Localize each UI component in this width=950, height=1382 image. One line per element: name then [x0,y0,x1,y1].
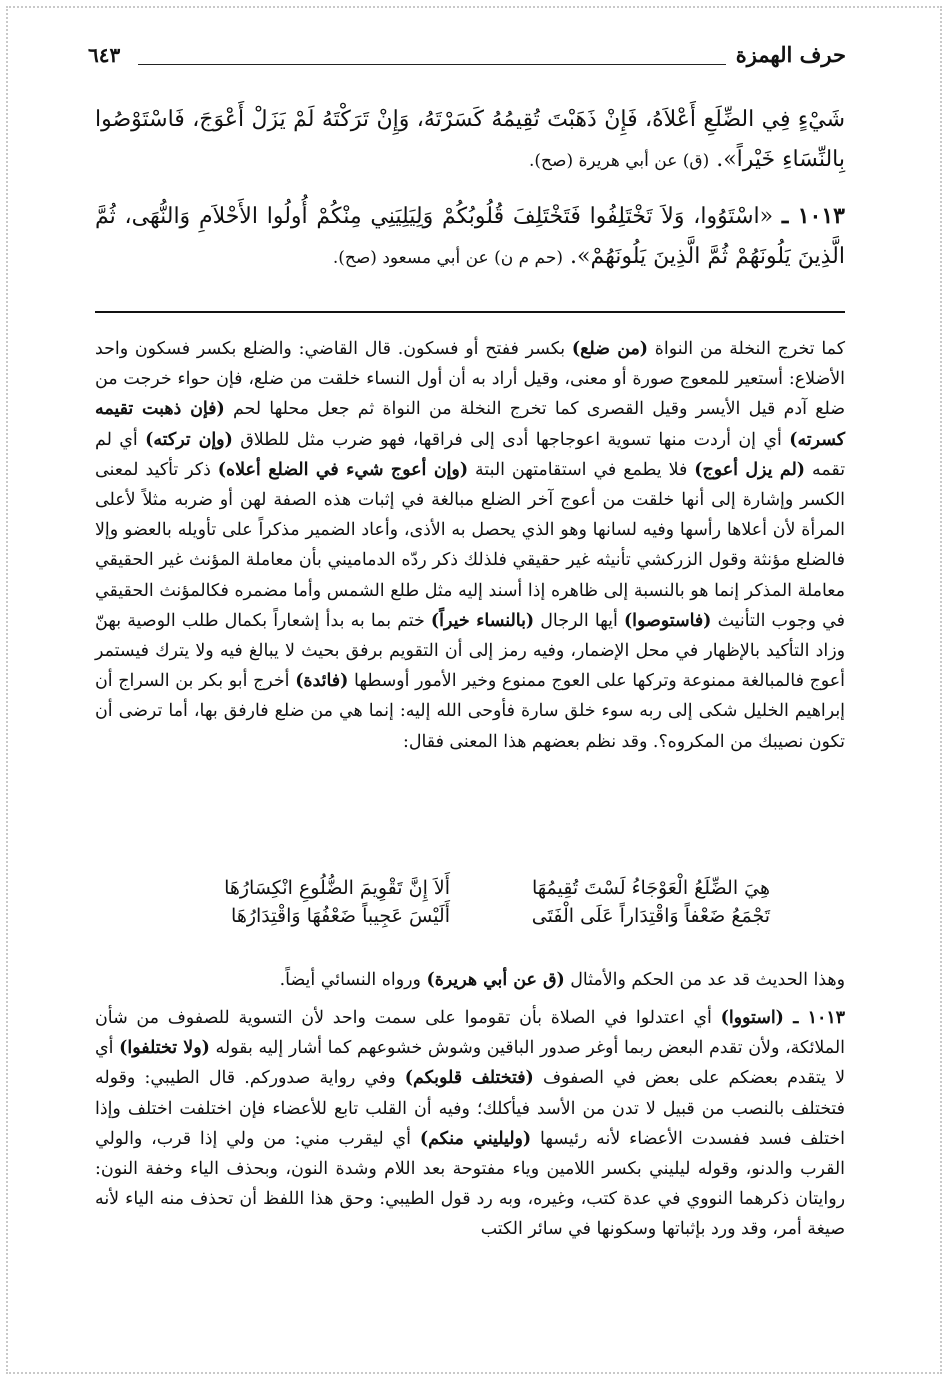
quoted-phrase: (وليليني منكم) [419,1128,532,1149]
commentary-text: ورواه النسائي أيضاً. [279,970,421,990]
commentary-text: ذكر تأكيد لمعنى الكسر وإشارة إلى أنها خلقت من أعوج آخر الضلع مبالغة في إثبات هذه الصفة لهن أو ضربه مثلاً لأعلى المرأة لأن أعلاها رأسها وفيه لسانها وهو الذي يحصل به الأذى، وأعاد الضمير مذكراً على تأويله بالعضو وإلا فالضلع مؤنثة وقول الزركشي تأنيثه غير حقيقي فلذلك ذكر ردّه الدماميني بأن معاملة المؤنث غير الحقيقي معاملة المذكر إنما هو بالنسبة إلى ظاهره إذا أسند إليه مثل طلع الشمس وأما مضمره فكالمؤنث الحقيقي في وجوب التأنيث [95,459,845,631]
commentary-text: أي اعتدلوا في الصلاة بأن تقوموا على سمت واحد لأن التسوية للصفوف من شأن الملائكة، ولأن تقدم البعض ربما أوغر صدور الباقين وشوش خشوعهم كما أشار إليه بقوله [95,1008,845,1059]
quoted-phrase: (ولا تختلفوا) [119,1038,210,1059]
commentary-text: أخرج أبو بكر بن السراج أن إبراهيم الخليل شكى إلى ربه سوء خلق سارة فأوحى الله إليه: إنما هي من ضلع فارفق بها، أما ترضى أن تكون نصيبك من المكروه؟. وقد نظم بعضهم هذا المعنى فقال: [95,671,845,752]
hadith-source: (حم م ن) عن أبي مسعود (صح). [332,248,563,268]
hadith-source: (ق) عن أبي هريرة (صح). [529,151,710,171]
quoted-phrase: (ق عن أبي هريرة) [426,970,565,990]
commentary-paragraph [95,965,845,995]
poem-verse [130,874,770,902]
poem-second-hemistich: أَلاَ إِنَّ تَقْوِيمَ الضُّلُوعِ انْكِسَارُهَا [224,877,450,899]
hadith-text: شَيْءٍ فِي الضِّلَعِ أَعْلاَهُ، فَإِنْ ذَهَبْتَ تُقِيمُهُ كَسَرْتَهُ، وَإِنْ تَرَكْتَهُ لَمْ يَزَلْ أَعْوَجَ، فَاسْتَوْصُوا بِالنِّسَاءِ خَيْراً». [95,107,845,172]
commentary-text: أيها الرجال [540,610,618,631]
commentary-text: وفي رواية صدوركم. قال الطيبي: وقوله فتختلف بالنصب من قبيل لا تدن من الأسد فيأكلك؛ وفيه أن القلب تابع للأعضاء فإن اختلفت اختلف وإذا اختلف فسد ففسدت الأعضاء لأنه رئيسها [95,1068,846,1149]
page-number: ٦٤٣ [88,43,121,67]
quoted-phrase: (فتختلف قلوبكم) [404,1068,534,1089]
commentary-text: أي ليقرب مني: من ولي إذا قرب، والولي القرب والدنو، وقوله ليليني بكسر اللامين وياء مفتوحة بعد اللام وشدة النون، وبحذف الياء وخفة النون: روايتان ذكرهما النووي في عدة كتب، وغيره، وبه رد قول الطيبي: وحق هذا اللفظ أن تحذف منه الياء لأنه صيغة أمر، وقد ورد بإثباتها وسكونها في سائر الكتب [95,1128,845,1240]
quoted-phrase: ١٠١٣ ـ (استووا) [720,1008,846,1028]
commentary-text: وهذا الحديث قد عد من الحكم والأمثال [570,970,845,990]
chapter-title: حرف الهمزة [735,42,846,67]
poem-verse [130,902,770,930]
quoted-phrase: (وإن أعوج شيء في الضلع أعلاه) [217,459,469,480]
poem-first-hemistich: تَجْمَعُ ضَعْفاً وَاقْتِدَاراً عَلَى الْفَتَى [531,905,770,927]
text-divider [95,311,845,313]
hadith-continuation [95,100,845,181]
commentary-paragraph [95,334,845,757]
quoted-phrase: (وإن تركته) [145,429,233,450]
commentary-text: ختم بما به بدأ إشعاراً بكمال طلب الوصية بهنّ وزاد التأكيد بالإظهار في محل الإضمار، وفيه رمز إلى أن التقويم برفق بحيث لا يبالغ فيه ولا يترك فيستمر أعوج فالمبالغة ممنوعة وتركها على العوج ممنوع وخير الأمور أوسطها [95,610,845,692]
header-rule [138,64,726,65]
poem-first-hemistich: هِيَ الضِّلَعُ الْعَوْجَاءُ لَسْتَ تُقِيمُهَا [531,877,770,899]
commentary-text: فلا يطمع في استقامتهن البتة [475,459,688,480]
page-header [88,38,846,72]
hadith-number: ١٠١٣ ـ [781,203,845,229]
quoted-phrase: (فائدة) [295,671,349,692]
poem-second-hemistich: أَلَيْسَ عَجِيباً ضَعْفُهَا وَاقْتِدَارُهَا [231,905,450,927]
commentary-text: كما تخرج النخلة من النواة [654,339,845,359]
commentary-text: أي لم تقمه [95,429,846,480]
commentary-paragraph [95,1003,845,1245]
quoted-phrase: (من ضلع) [571,339,649,359]
quoted-phrase: (فاستوصوا) [623,610,712,631]
hadith-1013 [95,196,845,278]
quoted-phrase: (لم يزل أعوج) [694,459,806,480]
commentary-text: أي لا يتقدم بعضكم على بعض في الصفوف [95,1038,845,1089]
commentary-text: بكسر ففتح أو فسكون. قال القاضي: والضلع بكسر فسكون واحد الأضلاع: أستعير للمعوج صورة أو معنى، وقيل أراد به أن أول النساء خلقت من ضلع، فإن حواء خرجت من ضلع آدم قيل الأيسر وقيل القصرى كما تخرج النخلة من النواة ثم جعل محلها لحم [95,339,845,420]
quoted-phrase: (بالنساء خيراً) [430,610,535,631]
quoted-phrase: (فإن ذهبت تقيمه كسرته) [95,399,845,450]
poem [130,874,770,930]
hadith-text: «اسْتَوُوا، وَلاَ تَخْتَلِفُوا فَتَخْتَلِفَ قُلُوبُكُمْ وَلِيَلِيَنِي مِنْكُمْ أُولُوا الأَحْلاَمِ وَالنُّهَى، ثُمَّ الَّذِينَ يَلُونَهُمْ ثُمَّ الَّذِينَ يَلُونَهُمْ». [95,204,845,269]
commentary-text: أي إن أردت منها تسوية اعوجاجها أدى إلى فراقها، فهو ضرب مثل للطلاق [240,429,782,450]
